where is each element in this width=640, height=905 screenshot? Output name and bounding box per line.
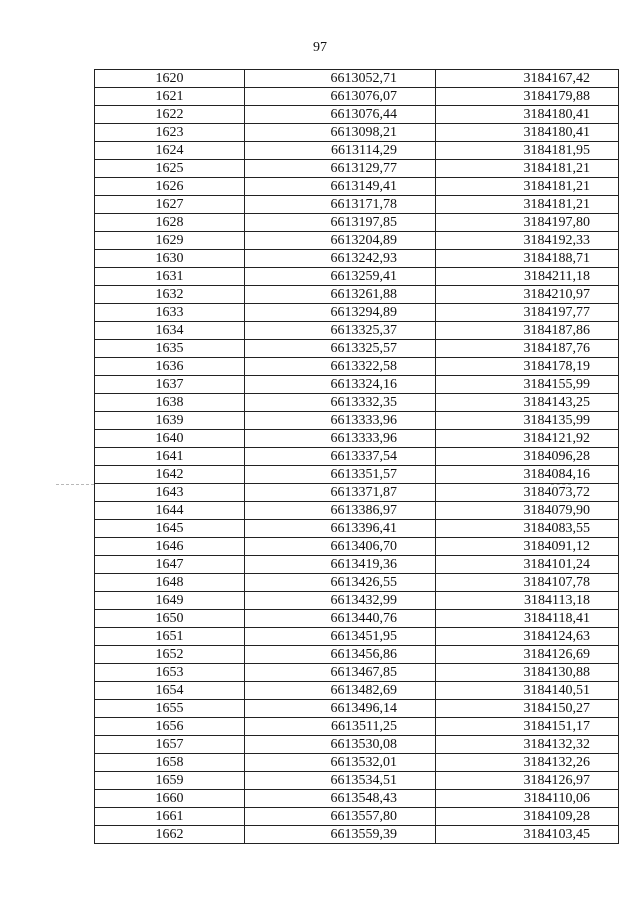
point-number-cell: 1644 [95,502,245,520]
table-row [95,466,619,484]
y-coordinate-cell: 3184188,71 [436,250,619,268]
point-number-cell: 1652 [95,646,245,664]
y-coordinate-cell: 3184113,18 [436,592,619,610]
y-coordinate-cell: 3184132,26 [436,754,619,772]
table-row [95,70,619,88]
table-row [95,160,619,178]
y-coordinate-cell: 3184180,41 [436,106,619,124]
point-number-cell: 1640 [95,430,245,448]
table-row [95,754,619,772]
y-coordinate-cell: 3184118,41 [436,610,619,628]
x-coordinate-cell: 6613294,89 [245,304,436,322]
point-number-cell: 1630 [95,250,245,268]
table-row [95,286,619,304]
y-coordinate-cell: 3184121,92 [436,430,619,448]
point-number-cell: 1626 [95,178,245,196]
y-coordinate-cell: 3184091,12 [436,538,619,556]
x-coordinate-cell: 6613559,39 [245,826,436,844]
x-coordinate-cell: 6613557,80 [245,808,436,826]
table-row [95,520,619,538]
y-coordinate-cell: 3184151,17 [436,718,619,736]
table-row [95,376,619,394]
y-coordinate-cell: 3184197,77 [436,304,619,322]
y-coordinate-cell: 3184181,21 [436,160,619,178]
point-number-cell: 1629 [95,232,245,250]
x-coordinate-cell: 6613530,08 [245,736,436,754]
x-coordinate-cell: 6613076,07 [245,88,436,106]
table-row [95,196,619,214]
y-coordinate-cell: 3184079,90 [436,502,619,520]
point-number-cell: 1648 [95,574,245,592]
table-row [95,448,619,466]
x-coordinate-cell: 6613325,37 [245,322,436,340]
point-number-cell: 1639 [95,412,245,430]
table-row [95,484,619,502]
x-coordinate-cell: 6613322,58 [245,358,436,376]
x-coordinate-cell: 6613451,95 [245,628,436,646]
point-number-cell: 1621 [95,88,245,106]
coordinates-table [94,69,619,844]
point-number-cell: 1643 [95,484,245,502]
x-coordinate-cell: 6613204,89 [245,232,436,250]
x-coordinate-cell: 6613098,21 [245,124,436,142]
point-number-cell: 1647 [95,556,245,574]
y-coordinate-cell: 3184073,72 [436,484,619,502]
x-coordinate-cell: 6613496,14 [245,700,436,718]
point-number-cell: 1646 [95,538,245,556]
table-row [95,304,619,322]
table-row [95,322,619,340]
page-number: 97 [313,40,327,55]
table-row [95,232,619,250]
y-coordinate-cell: 3184181,21 [436,196,619,214]
point-number-cell: 1634 [95,322,245,340]
x-coordinate-cell: 6613406,70 [245,538,436,556]
scan-artifact-line [56,484,94,485]
table-row [95,88,619,106]
point-number-cell: 1636 [95,358,245,376]
table-row [95,250,619,268]
table-row [95,538,619,556]
point-number-cell: 1624 [95,142,245,160]
x-coordinate-cell: 6613482,69 [245,682,436,700]
point-number-cell: 1650 [95,610,245,628]
table-row [95,430,619,448]
point-number-cell: 1637 [95,376,245,394]
point-number-cell: 1658 [95,754,245,772]
point-number-cell: 1656 [95,718,245,736]
coordinates-table-body [95,70,619,844]
table-row [95,718,619,736]
point-number-cell: 1635 [95,340,245,358]
y-coordinate-cell: 3184143,25 [436,394,619,412]
x-coordinate-cell: 6613419,36 [245,556,436,574]
table-row [95,772,619,790]
table-row [95,610,619,628]
y-coordinate-cell: 3184210,97 [436,286,619,304]
y-coordinate-cell: 3184126,69 [436,646,619,664]
y-coordinate-cell: 3184150,27 [436,700,619,718]
table-row [95,664,619,682]
point-number-cell: 1660 [95,790,245,808]
y-coordinate-cell: 3184167,42 [436,70,619,88]
x-coordinate-cell: 6613467,85 [245,664,436,682]
y-coordinate-cell: 3184178,19 [436,358,619,376]
x-coordinate-cell: 6613432,99 [245,592,436,610]
point-number-cell: 1661 [95,808,245,826]
table-row [95,268,619,286]
x-coordinate-cell: 6613456,86 [245,646,436,664]
point-number-cell: 1645 [95,520,245,538]
y-coordinate-cell: 3184187,86 [436,322,619,340]
table-row [95,736,619,754]
point-number-cell: 1654 [95,682,245,700]
x-coordinate-cell: 6613259,41 [245,268,436,286]
x-coordinate-cell: 6613511,25 [245,718,436,736]
table-row [95,412,619,430]
table-row [95,646,619,664]
table-row [95,502,619,520]
table-row [95,682,619,700]
table-row [95,106,619,124]
x-coordinate-cell: 6613337,54 [245,448,436,466]
point-number-cell: 1632 [95,286,245,304]
x-coordinate-cell: 6613351,57 [245,466,436,484]
y-coordinate-cell: 3184135,99 [436,412,619,430]
point-number-cell: 1638 [95,394,245,412]
x-coordinate-cell: 6613371,87 [245,484,436,502]
y-coordinate-cell: 3184101,24 [436,556,619,574]
y-coordinate-cell: 3184140,51 [436,682,619,700]
y-coordinate-cell: 3184110,06 [436,790,619,808]
table-row [95,394,619,412]
point-number-cell: 1622 [95,106,245,124]
x-coordinate-cell: 6613332,35 [245,394,436,412]
x-coordinate-cell: 6613324,16 [245,376,436,394]
y-coordinate-cell: 3184103,45 [436,826,619,844]
point-number-cell: 1623 [95,124,245,142]
point-number-cell: 1655 [95,700,245,718]
table-row [95,790,619,808]
point-number-cell: 1631 [95,268,245,286]
x-coordinate-cell: 6613426,55 [245,574,436,592]
table-row [95,556,619,574]
point-number-cell: 1659 [95,772,245,790]
x-coordinate-cell: 6613129,77 [245,160,436,178]
y-coordinate-cell: 3184126,97 [436,772,619,790]
x-coordinate-cell: 6613052,71 [245,70,436,88]
x-coordinate-cell: 6613532,01 [245,754,436,772]
point-number-cell: 1625 [95,160,245,178]
x-coordinate-cell: 6613396,41 [245,520,436,538]
x-coordinate-cell: 6613171,78 [245,196,436,214]
x-coordinate-cell: 6613333,96 [245,430,436,448]
point-number-cell: 1662 [95,826,245,844]
table-row [95,358,619,376]
y-coordinate-cell: 3184124,63 [436,628,619,646]
table-row [95,142,619,160]
point-number-cell: 1641 [95,448,245,466]
y-coordinate-cell: 3184155,99 [436,376,619,394]
x-coordinate-cell: 6613440,76 [245,610,436,628]
point-number-cell: 1633 [95,304,245,322]
table-row [95,826,619,844]
point-number-cell: 1653 [95,664,245,682]
x-coordinate-cell: 6613076,44 [245,106,436,124]
point-number-cell: 1642 [95,466,245,484]
point-number-cell: 1651 [95,628,245,646]
x-coordinate-cell: 6613333,96 [245,412,436,430]
table-row [95,808,619,826]
x-coordinate-cell: 6613114,29 [245,142,436,160]
y-coordinate-cell: 3184084,16 [436,466,619,484]
x-coordinate-cell: 6613386,97 [245,502,436,520]
y-coordinate-cell: 3184211,18 [436,268,619,286]
point-number-cell: 1620 [95,70,245,88]
x-coordinate-cell: 6613149,41 [245,178,436,196]
table-row [95,700,619,718]
table-row [95,592,619,610]
y-coordinate-cell: 3184180,41 [436,124,619,142]
y-coordinate-cell: 3184181,21 [436,178,619,196]
y-coordinate-cell: 3184109,28 [436,808,619,826]
y-coordinate-cell: 3184083,55 [436,520,619,538]
y-coordinate-cell: 3184179,88 [436,88,619,106]
table-row [95,214,619,232]
y-coordinate-cell: 3184181,95 [436,142,619,160]
table-row [95,340,619,358]
table-row [95,628,619,646]
x-coordinate-cell: 6613197,85 [245,214,436,232]
y-coordinate-cell: 3184096,28 [436,448,619,466]
table-row [95,178,619,196]
y-coordinate-cell: 3184197,80 [436,214,619,232]
x-coordinate-cell: 6613242,93 [245,250,436,268]
table-row [95,574,619,592]
point-number-cell: 1628 [95,214,245,232]
point-number-cell: 1657 [95,736,245,754]
x-coordinate-cell: 6613325,57 [245,340,436,358]
y-coordinate-cell: 3184187,76 [436,340,619,358]
table-row [95,124,619,142]
y-coordinate-cell: 3184132,32 [436,736,619,754]
x-coordinate-cell: 6613548,43 [245,790,436,808]
x-coordinate-cell: 6613261,88 [245,286,436,304]
x-coordinate-cell: 6613534,51 [245,772,436,790]
point-number-cell: 1649 [95,592,245,610]
y-coordinate-cell: 3184107,78 [436,574,619,592]
y-coordinate-cell: 3184192,33 [436,232,619,250]
y-coordinate-cell: 3184130,88 [436,664,619,682]
point-number-cell: 1627 [95,196,245,214]
